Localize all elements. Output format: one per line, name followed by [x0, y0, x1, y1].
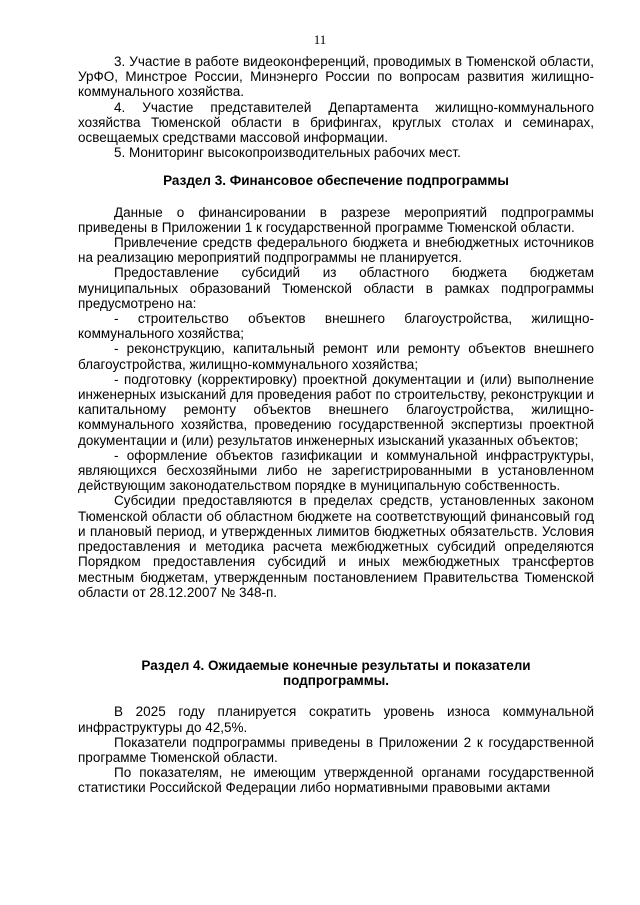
page-content	[78, 54, 594, 796]
list-item: - реконструкцию, капитальный ремонт или ремонту объектов внешнего благоустройства, жилищно-коммунального хозяйства;	[78, 341, 594, 372]
list-item: - оформление объектов газификации и коммунальной инфраструктуры, являющихся бесхозяйными либо не зарегистрированными в установленном действующим законодательством порядке в муниципальную собственность.	[78, 447, 594, 494]
page-number: 11	[313, 32, 327, 47]
list-item: 4. Участие представителей Департамента жилищно-коммунального хозяйства Тюменской области в брифингах, круглых столах и семинарах, освещаемых средствами массовой информации.	[78, 99, 594, 146]
list-item: 5. Мониторинг высокопроизводительных рабочих мест.	[114, 145, 461, 161]
section-3-heading: Раздел 3. Финансовое обеспечение подпрограммы	[163, 173, 509, 189]
paragraph: Данные о финансировании в разрезе мероприятий подпрограммы приведены в Приложении 1 к государственной программе Тюменской области.	[78, 204, 594, 235]
section-4-heading: Раздел 4. Ожидаемые конечные результаты и показатели подпрограммы.	[141, 657, 531, 689]
list-item: 3. Участие в работе видеоконференций, проводимых в Тюменской области, УрФО, Минстрое России, Минэнерго России по вопросам развития жилищно-коммунального хозяйства.	[78, 54, 594, 100]
list-item: - подготовку (корректировку) проектной документации и (или) выполнение инженерных изысканий для проведения работ по строительству, реконструкции и капитальному ремонту объектов внешнего благоустройства, жилищно-коммунального хозяйства, проведению государственной экспертизы проектной документации и (или) результатов инженерных изысканий указанных объектов;	[78, 371, 594, 448]
list-item: - строительство объектов внешнего благоустройства, жилищно-коммунального хозяйства;	[78, 311, 594, 342]
paragraph: Показатели подпрограммы приведены в Приложении 2 к государственной программе Тюменской области.	[78, 734, 594, 765]
paragraph: По показателям, не имеющим утвержденной органами государственной статистики Российской Федерации либо нормативными правовыми актами	[78, 765, 594, 796]
paragraph: Субсидии предоставляются в пределах средств, установленных законом Тюменской области об областном бюджете на соответствующий финансовый год и плановый период, и утвержденных лимитов бюджетных обязательств. Условия предоставления и методика расчета межбюджетных субсидий определяются Порядком предоставления субсидий и иных межбюджетных трансфертов местным бюджетам, утвержденным постановлением Правительства Тюменской области от 28.12.2007 № 348-п.	[78, 493, 594, 600]
paragraph: В 2025 году планируется сократить уровень износа коммунальной инфраструктуры до 42,5%.	[78, 704, 594, 735]
paragraph: Привлечение средств федерального бюджета и внебюджетных источников на реализацию мероприятий подпрограммы не планируется.	[78, 235, 594, 266]
paragraph: Предоставление субсидий из областного бюджета бюджетам муниципальных образований Тюменской области в рамках подпрограммы предусмотрено на:	[78, 265, 594, 311]
